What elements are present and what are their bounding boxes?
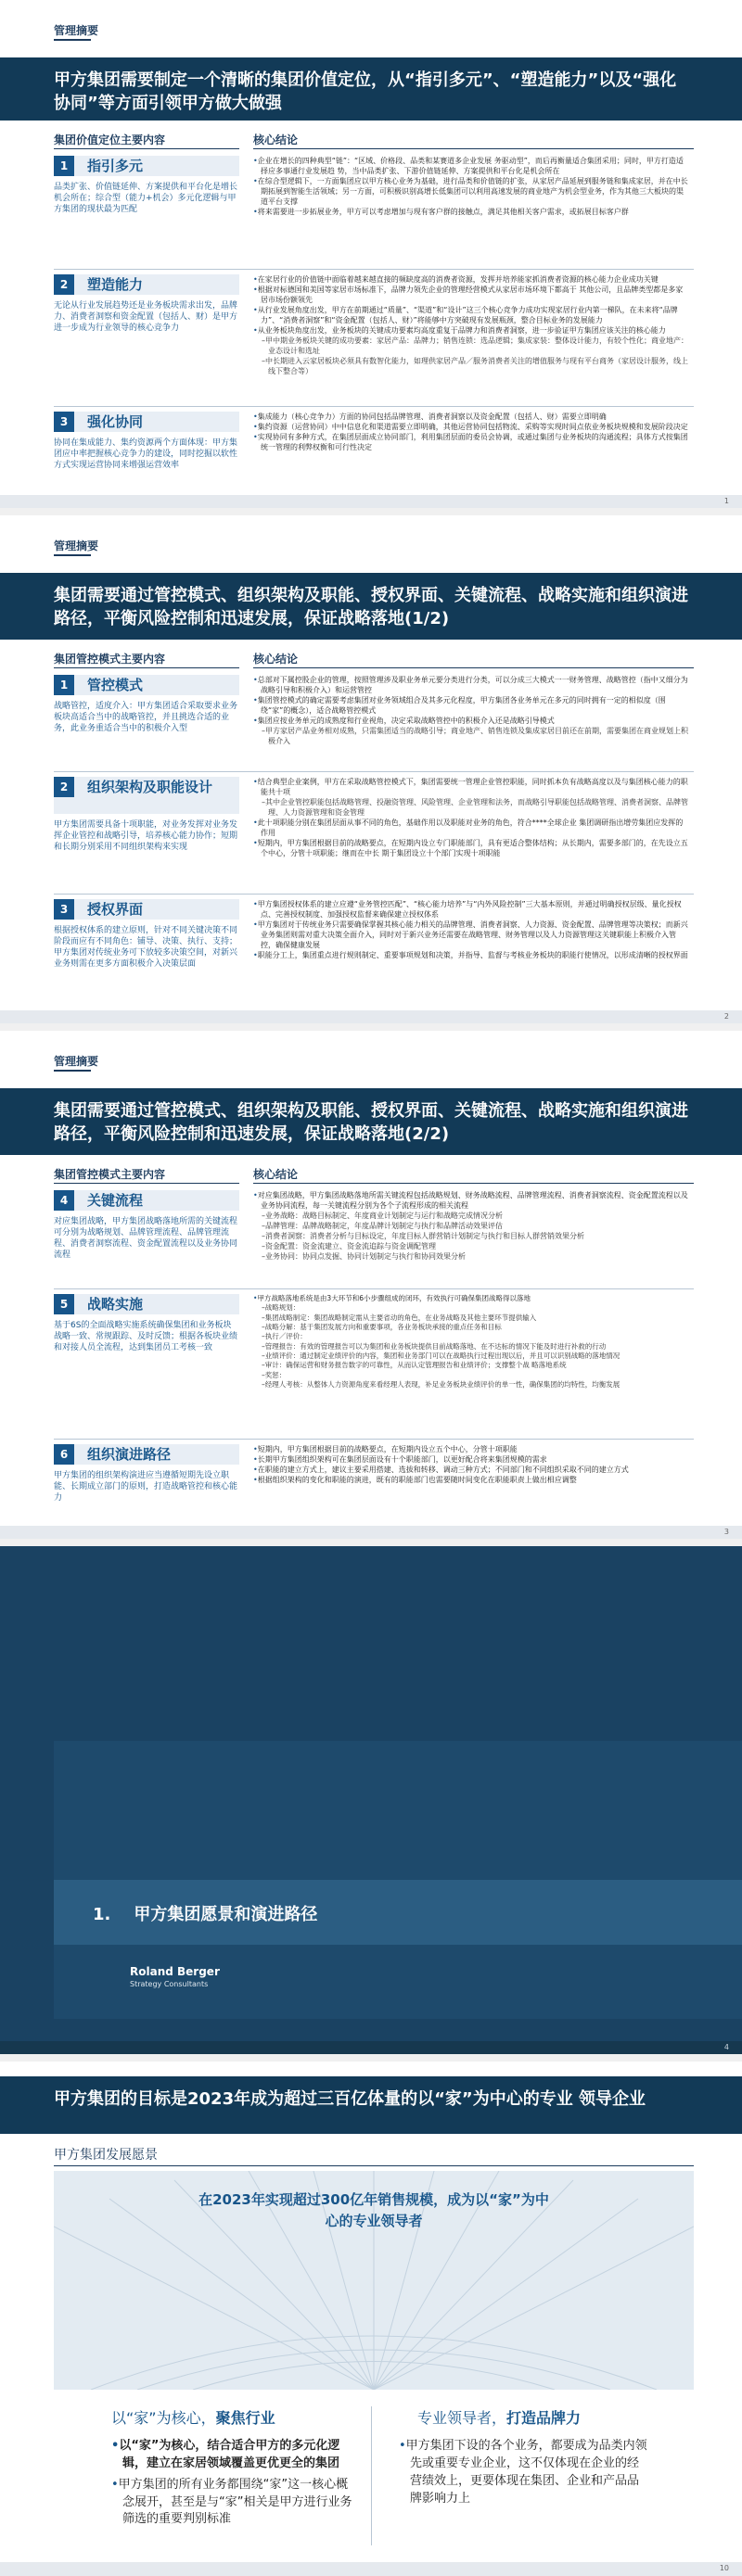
row-description: 根据授权体系的建立原则，针对不同关键决策不同阶段而应有不同角色：铺导、决策、执行、支持；甲方集团对传统业务可下放较多决策空间，对新兴业务则需在更多方面积极介入决策层面 xyxy=(54,926,238,970)
consultancy-logo-text: Roland Berger xyxy=(130,1965,220,1978)
value-row-2 xyxy=(54,274,694,402)
conclusion-bullet: • 长期甲方集团组织架构可在集团层面设有十个职能部门，以更好配合将来集团规模的需求 xyxy=(253,1454,689,1465)
conclusion-bullet: • 短期内，甲方集团根据目前的战略要点，在短期内设立专门职能部门，具有更适合整体结构；从长期内，需要多部门的，在先设立五个中心，分管十项职能；继而在中长 期于集团设立十个部门实现十项职能 xyxy=(253,838,689,858)
col-left-header: 集团管控模式主要内容 xyxy=(54,653,166,666)
col-right-underline xyxy=(253,1183,694,1184)
vision-subheading: 甲方集团发展愿景 xyxy=(54,2148,158,2163)
pillar-point: • 以“家”为核心，结合适合甲方的多元化逻辑，建立在家居领域覆盖更优更全的集团 xyxy=(111,2438,352,2473)
row-description: 对应集团战略，甲方集团战略落地所需的关键流程可分别为战略规划、品牌管理流程、品牌管理流程、消费者洞察流程、资金配置流程以及业务协同流程 xyxy=(54,1217,238,1261)
section-label-underline xyxy=(54,1070,91,1072)
page-number: 10 xyxy=(719,2564,729,2572)
col-left-header: 集团管控模式主要内容 xyxy=(54,1168,166,1181)
pillar-point: • 甲方集团的所有业务都围绕“家”这一核心概念展开，甚至是与“家”相关是甲方进行业务筛选的重要判别标准 xyxy=(111,2477,352,2530)
value-row-3 xyxy=(54,412,694,489)
conclusion-sub-bullet: – 品牌管理：品牌战略制定，年度品牌计划制定与执行和品牌活动效果评估 xyxy=(253,1221,689,1231)
control-row-6 xyxy=(54,1444,694,1522)
slide-gap xyxy=(0,1023,742,1031)
row-title: 授权界面 xyxy=(54,899,239,920)
row-title: 关键流程 xyxy=(54,1190,239,1211)
conclusion-bullet: • 职能分工上，集团重点进行规则制定、重要事项规划和决策，并指导、监督与考核业务板块的职能行使情况，以形成清晰的授权界面 xyxy=(253,950,689,960)
row-description: 品类扩张、价值链延伸、方案提供和平台化是增长机会所在；综合型（能力+机会）多元化逻辑与甲方集团的现状最为匹配 xyxy=(54,183,238,215)
chapter-title: 1. 甲方集团愿景和演进路径 xyxy=(93,1905,318,1924)
slide-banner: 甲方集团需要制定一个清晰的集团价值定位，从“指引多元”、“塑造能力”以及“强化协同”等方面引领甲方做大做强 xyxy=(0,57,742,121)
conclusion-bullet: • 根据组织架构的变化和职能的演进，既有的职能部门也需要随时间变化在职能职责上做出相应调整 xyxy=(253,1475,689,1485)
pillar-left-title-b: 聚焦行业 xyxy=(215,2409,275,2427)
col-right-header: 核心结论 xyxy=(253,133,299,146)
slide-3 xyxy=(0,1031,742,1539)
section-label: 管理摘要 xyxy=(54,539,99,552)
row-number-badge: 1 xyxy=(54,675,74,695)
row-conclusions xyxy=(253,1444,689,1485)
row-conclusions xyxy=(253,274,689,376)
slide-banner: 集团需要通过管控模式、组织架构及职能、授权界面、关键流程、战略实施和组织演进路径，平衡风险控制和迅速发展，保证战略落地(2/2) xyxy=(0,1088,742,1155)
row-divider xyxy=(54,1439,694,1440)
page-number: 3 xyxy=(723,1528,729,1536)
row-description: 战略管控，适度介入：甲方集团适合采取要求业务板块高适合当中的战略管控，并且挑选合适的业务，此业务重适合当中的积极介入型 xyxy=(54,702,238,734)
row-divider xyxy=(54,269,694,270)
conclusion-sub-bullet: – 管理报告：有效的管理报告可以为集团和业务板块提供目前战略落地、在不达标的情况下能及时进行补救的行动 xyxy=(253,1342,689,1351)
conclusion-sub-bullet: – 甲中期业务板块关键的成功要素：家居产品：品牌力；销售连锁：选品逻辑；集成家装：整体设计能力，有较个性化；商业地产：业态设计和选址 xyxy=(253,336,689,356)
conclusion-sub-bullet: – 资金配置：资金流建立、资金流追踪与资金调配管理 xyxy=(253,1241,689,1251)
row-description: 协同在集成能力、集约资源两个方面体现：甲方集团应中率把握核心竞争力的建设，同时挖掘以软性方式实现运营协同来增强运营效率 xyxy=(54,438,238,471)
row-divider xyxy=(54,1288,694,1289)
conclusion-bullet: • 短期内，甲方集团根据目前的战略要点，在短期内设立五个中心，分管十项职能 xyxy=(253,1444,689,1454)
conclusion-bullet: • 甲方战略落地系统是由3大环节和6小步骤组成的闭环，有效执行可确保集团战略得以落地 xyxy=(253,1294,689,1303)
conclusion-bullet: • 企业在增长的四种典型“链”：“区域、价格段、品类和某赛道多企业发展 务驱动型”，而后再衡量适合集团采用；同时，甲方打造适择应多事通行业发展趋 势，当中品类扩张、下游价值链延伸、方案提供和平台化是机会所在 xyxy=(253,156,689,176)
control-row-2 xyxy=(54,777,694,888)
row-title: 管控模式 xyxy=(54,675,239,695)
conclusion-sub-bullet: – 甲方家居产品业务相对成熟，只需集团适当的战略引导；商业地产、销售连锁及集成家居目前还在前期，需要集团在商业规划上积极介入 xyxy=(253,726,689,746)
conclusion-sub-bullet: – 执行／评价： xyxy=(253,1332,689,1341)
col-right-header: 核心结论 xyxy=(253,1168,299,1181)
conclusion-sub-bullet: – 审计：确保运营和财务报告数字的可靠性，从而认定管理报告和业绩评价；支撑整个战 略落地系统 xyxy=(253,1361,689,1370)
consultancy-logo-subtitle: Strategy Consultants xyxy=(130,1980,209,1988)
section-label-underline xyxy=(54,554,91,556)
row-conclusions xyxy=(253,1294,689,1390)
row-number-badge: 3 xyxy=(54,412,74,432)
row-conclusions xyxy=(253,412,689,452)
row-description: 甲方集团需要具备十项职能，对业务发挥对业务发挥企业管控和战略引导，培养核心能力协作；短期和长期分别采用不同组织架构来实现 xyxy=(54,820,238,853)
row-description: 甲方集团的组织架构演进应当遵循短期先设立职能、长期成立部门的原则，打造战略管控和核心能力 xyxy=(54,1471,238,1504)
slide-gap xyxy=(0,2054,742,2062)
col-left-underline xyxy=(54,148,239,149)
conclusion-bullet: • 将来需要进一步拓展业务，甲方可以考虑增加与现有客户群的接触点，满足其他相关客户需求，或拓展目标客户群 xyxy=(253,207,689,217)
row-number-badge: 2 xyxy=(54,274,74,295)
section-label: 管理摘要 xyxy=(54,24,99,37)
conclusion-sub-bullet: – 中长期进入云家居板块必须具有数智化能力，如理供家居产品／服务消费者关注的增值服务与现有平台商务（家居设计服务，线上线下整合等） xyxy=(253,356,689,376)
col-right-header: 核心结论 xyxy=(253,653,299,666)
conclusion-bullet: • 甲方集团对于传统业务只需要确保掌握其核心能力相关的品牌管理、消费者洞察、人力资源、资金配置、品牌管理等决策权；而新兴业务集团则需对重大决策全面介入，同时对于新兴业务还需要在战略管理、财务管理以及人力资源管理这关键职能上积极介入管控，确保健康发展 xyxy=(253,920,689,950)
row-number-badge: 6 xyxy=(54,1444,74,1465)
conclusion-sub-bullet: – 业绩评价：通过制定业绩评价的内容，集团和业务部门可以在战略执行过程出现以后，并且可以识别战略的落地情况 xyxy=(253,1351,689,1361)
slide-footer xyxy=(0,2562,742,2576)
row-divider xyxy=(54,771,694,772)
control-row-5 xyxy=(54,1294,694,1433)
conclusion-sub-bullet: – 其中企业管控职能包括战略管理、投融资管理、风险管理、企业管理和法务，而战略引导职能包括战略管理、消费者洞察、品牌管理、人力资源管理和资金管理 xyxy=(253,797,689,818)
row-number-badge: 3 xyxy=(54,899,74,920)
vision-subheading-underline xyxy=(54,2165,694,2166)
conclusion-bullet: • 从行业发展角度出发，甲方在前期通过“质量”、“渠道”和“设计”这三个核心竞争力成功实现家居行业内第一梯队，在未来将“品牌力”、“消费者洞察”和“资金配置（包括人、财）”将能够中方突破现有发展瓶颈，整合目标业务的发展能力 xyxy=(253,305,689,325)
col-left-underline xyxy=(54,1183,239,1184)
row-title: 塑造能力 xyxy=(54,274,239,295)
col-left-underline xyxy=(54,667,239,668)
control-row-4 xyxy=(54,1190,694,1283)
row-number-badge: 4 xyxy=(54,1190,74,1211)
conclusion-bullet: • 对应集团战略，甲方集团战略落地所需关键流程包括战略规划、财务战略流程、品牌管理流程、消费者洞察流程、资金配置流程以及业务协同流程，每一关键流程分别为各个子流程形成的相关流程 xyxy=(253,1190,689,1211)
pillar-left-points xyxy=(111,2438,352,2532)
row-description: 无论从行业发展趋势还是业务板块需求出发，品牌力、消费者洞察和资金配置（包括人、财）是甲方进一步成为行业领导的核心竞争力 xyxy=(54,301,238,334)
row-conclusions xyxy=(253,777,689,858)
row-title: 指引多元 xyxy=(54,156,239,176)
pillar-right-title xyxy=(417,2406,581,2428)
conclusion-bullet: • 在职能的建立方式上，建议主要采用搭建、选拔和转移、调动三种方式；不同部门和不同组织采取不同的建立方式 xyxy=(253,1465,689,1475)
slide-banner: 甲方集团的目标是2023年成为超过三百亿体量的以“家”为中心的专业 领导企业 xyxy=(0,2076,742,2134)
conclusion-bullet: • 总部对下属控股企业的管理，按照管理涉及职业务单元要分类进行分类，可以分成三大模式一一财务管理、战略管控（指中又细分为战略引导和积极介入）和运营管控 xyxy=(253,675,689,695)
value-row-1 xyxy=(54,156,694,265)
conclusion-sub-bullet: – 经理人考核：从整体人力资源角度来看经理人表现，补足业务板块业绩评价的单一性，确保集团的均特性，均衡发展 xyxy=(253,1380,689,1390)
slide-footer xyxy=(0,495,742,508)
row-title: 组织架构及职能设计 xyxy=(54,777,239,814)
row-number-badge: 1 xyxy=(54,156,74,176)
control-row-3 xyxy=(54,899,694,999)
conclusion-sub-bullet: – 奖惩： xyxy=(253,1371,689,1380)
pillar-right-points xyxy=(399,2438,649,2511)
row-divider xyxy=(54,894,694,895)
section-label: 管理摘要 xyxy=(54,1055,99,1068)
conclusion-bullet: • 根据对标德国和美国等家居市场标准下，品牌力领先企业的管理经营模式从家居市场环境下都高于 其他公司，且品牌类型都是多家居市场份额领先 xyxy=(253,285,689,305)
conclusion-bullet: • 从业务板块角度出发，业务板块的关键成功要素均高度重复于品牌力和消费者洞察，进一步验证甲方集团应该关注的核心能力 xyxy=(253,325,689,336)
section-label-underline xyxy=(54,39,91,41)
conclusion-bullet: • 结合典型企业案例，甲方在采取战略管控模式下，集团需要统一管理企业管控职能，同时抓本负有战略高度以及与集团核心能力的职能共十项 xyxy=(253,777,689,797)
vision-panel xyxy=(54,2171,694,2390)
conclusion-bullet: • 集团应按业务单元的成熟度和行业视角，决定采取战略管控中的积极介入还是战略引导模式 xyxy=(253,716,689,726)
slide-footer xyxy=(0,1526,742,1539)
row-description: 基于6S的全面战略实施系统确保集团和业务板块战略一致、常规跟踪、及时反馈；根据各板块业绩和对接人员全流程，达到集团员工考核一致 xyxy=(54,1321,238,1353)
conclusion-bullet: • 此十项职能分别在集团层面从事不同的角色，基础作用以及职能对业务的角色，符合****全球企业 集团调研指出增劳集团应发挥的作用 xyxy=(253,818,689,838)
conclusion-bullet: • 在综合型逻辑下，一方面集团应以甲方核心业务为基础，进行品类和价值链的扩张，从家居产品延展到服务链和集成家居，并在中长期拓展到智能生活领域；另一方面，可积极识别高增长低集团可以利用高速发展的商业地产为机会型业务，作为其他三大板块的渠道平台支撑 xyxy=(253,176,689,207)
conclusion-bullet: • 集团管控模式的确定需要考虑集团对业务领域组合及其多元化程度，甲方集团各业务单元在多元的同时拥有一定的相似度（围绕“家”的概念），适合战略管控模式 xyxy=(253,695,689,716)
row-title: 强化协同 xyxy=(54,412,239,432)
col-right-underline xyxy=(253,667,694,668)
pillar-left-title xyxy=(111,2406,275,2428)
conclusion-bullet: • 在家居行业的价值链中面临着越来越直接的频缺度高的消费者资源，发挥并培养能家抓消费者资源的核心能力企业成功关键 xyxy=(253,274,689,285)
conclusion-sub-bullet: – 业务协同：协同点发掘、协同计划制定与执行和协同效果分析 xyxy=(253,1251,689,1262)
page-number: 1 xyxy=(723,497,729,505)
conclusion-bullet: • 集成能力（核心竞争力）方面的协同包括品牌管理、消费者洞察以及资金配置（包括人、财）需要立即明确 xyxy=(253,412,689,422)
slide-4-chapter xyxy=(0,1546,742,2054)
slide-footer xyxy=(0,1010,742,1023)
page-number: 2 xyxy=(723,1012,729,1021)
slide-footer xyxy=(0,2041,742,2054)
conclusion-bullet: • 甲方集团授权体系的建立应遵“业务管控匹配”、“核心能力培养”与“内外风险控制”三大基本原则，并通过明确授权层级、量化授权点、完善授权制度、加强授权监督来确保建立授权体系 xyxy=(253,899,689,920)
slide-5 xyxy=(0,2062,742,2576)
vision-statement: 在2023年实现超过300亿年销售规模，成为以“家”为中心的专业领导者 xyxy=(198,2191,549,2230)
row-number-badge: 5 xyxy=(54,1294,74,1314)
pillar-right-title-a: 专业领导者， xyxy=(417,2409,507,2427)
col-left-header: 集团价值定位主要内容 xyxy=(54,133,166,146)
row-title: 战略实施 xyxy=(54,1294,239,1314)
row-title: 组织演进路径 xyxy=(54,1444,239,1465)
pillar-point: • 甲方集团下设的各个业务，都要成为品类内领先或重要专业企业，这不仅体现在企业的经营绩效上，更要体现在集团、企业和产品品牌影响力上 xyxy=(399,2438,649,2507)
control-row-1 xyxy=(54,675,694,768)
slide-2 xyxy=(0,515,742,1023)
row-conclusions xyxy=(253,1190,689,1262)
conclusion-sub-bullet: – 战略规划： xyxy=(253,1303,689,1313)
slide-1 xyxy=(0,0,742,508)
pillar-divider xyxy=(371,2406,372,2545)
row-divider xyxy=(54,406,694,407)
row-number-badge: 2 xyxy=(54,777,74,797)
slide-banner: 集团需要通过管控模式、组织架构及职能、授权界面、关键流程、战略实施和组织演进路径，平衡风险控制和迅速发展，保证战略落地(1/2) xyxy=(0,573,742,640)
conclusion-sub-bullet: – 战略分解：基于集团发展方向和重要事项，各业务板块承接的重点任务和目标 xyxy=(253,1323,689,1332)
conclusion-sub-bullet: – 集团战略制定：集团战略制定需从主要省动的角色，在业务战略及其他主要环节提供输入 xyxy=(253,1313,689,1323)
row-conclusions xyxy=(253,675,689,746)
row-conclusions xyxy=(253,156,689,217)
slide-gap xyxy=(0,508,742,515)
pillar-left-title-a: 以“家”为核心， xyxy=(111,2409,216,2427)
conclusion-sub-bullet: – 业务战略：战略目标制定、年度商业计划制定与运行和战略完成情况分析 xyxy=(253,1211,689,1221)
conclusion-sub-bullet: – 消费者洞察：消费者分析与目标设定，年度目标人群营销计划制定与执行和目标人群营销效果分析 xyxy=(253,1231,689,1241)
row-conclusions xyxy=(253,899,689,960)
slide-gap xyxy=(0,1539,742,1546)
page-number: 4 xyxy=(723,2043,729,2051)
conclusion-bullet: • 集约资源（运营协同）中中信息化和渠道需要立即明确，其他运营协同包括物流、采购等实现时间点依业务板块规模和发展阶段决定 xyxy=(253,422,689,432)
col-right-underline xyxy=(253,148,694,149)
pillar-right-title-b: 打造品牌力 xyxy=(506,2409,582,2427)
conclusion-bullet: • 实现协同有多种方式，在集团层面成立协同部门，利用集团层面的委员会协调，或通过集团与业务板块的沟通流程；具体方式按集团统一管理的利弊权衡和可行性决定 xyxy=(253,432,689,452)
